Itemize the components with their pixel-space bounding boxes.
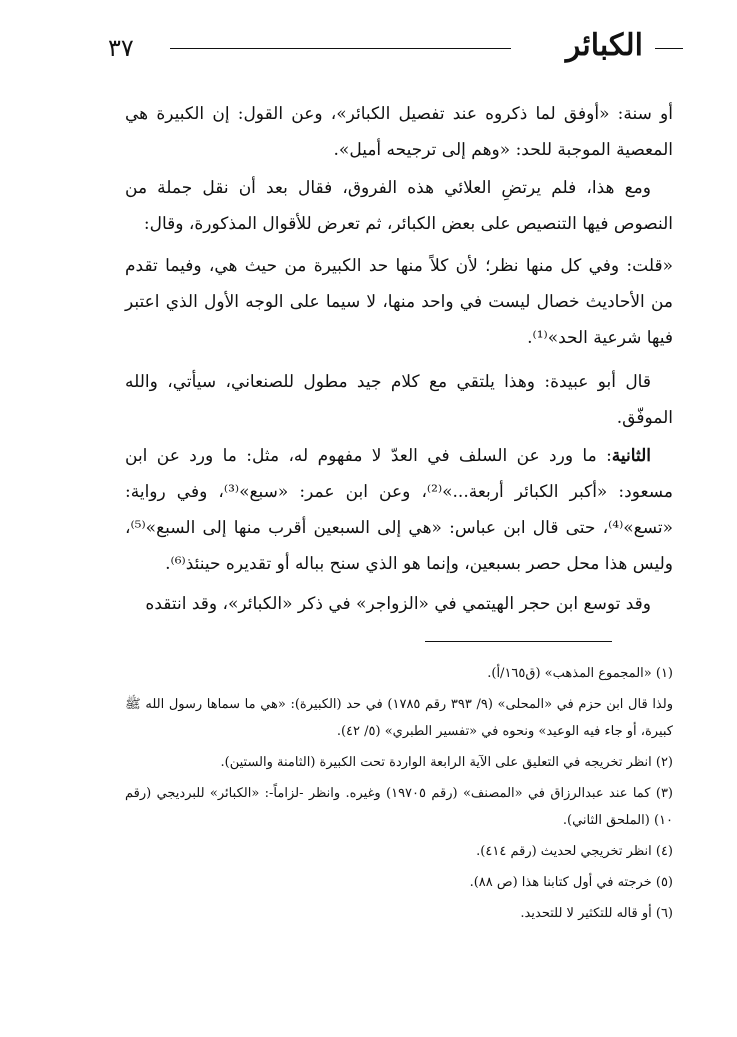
section-label: الثانية <box>611 446 651 466</box>
header-rule <box>170 48 511 49</box>
footnote-3: (٣) كما عند عبدالرزاق في «المصنف» (رقم ١٩٧٠٥) وغيره. وانظر -لزاماً-: «الكبائر» للبرديجي (رقم ١٠) (الملحق الثاني). <box>125 786 673 828</box>
paragraph-6 <box>125 586 673 622</box>
page-header <box>108 28 683 72</box>
footnote-4: (٤) انظر تخريجي لحديث (رقم ٤١٤). <box>476 844 673 859</box>
paragraph-1 <box>125 96 673 168</box>
paragraph-1-text: أو سنة: «أوفق لما ذكروه عند تفصيل الكبائر»، وعن القول: إن الكبيرة هي المعصية الموجبة للحد: «وهم إلى ترجيحه أميل». <box>125 104 673 160</box>
footnote-1-continuation: ولذا قال ابن حزم في «المحلى» (٩/ ٣٩٣ رقم ١٧٨٥) في حد (الكبيرة): «هي ما سماها رسول الله ﷺ كبيرة، أو جاء فيه الوعيد» ونحوه في «تفسير الطبري» (٥/ ٤٢). <box>125 697 673 739</box>
footnote-5: (٥) خرجته في أول كتابنا هذا (ص ٨٨). <box>469 875 673 890</box>
footnote-6: (٦) أو قاله للتكثير لا للتحديد. <box>520 906 673 921</box>
paragraph-2-text: ومع هذا، فلم يرتضِ العلائي هذه الفروق، فقال بعد أن نقل جملة من النصوص فيها التنصيص على بعض الكبائر، ثم تعرض للأقوال المذكورة، وقال: <box>125 178 673 234</box>
paragraph-5-text: : ما ورد عن السلف في العدّ لا مفهوم له، مثل: ما ورد عن ابن مسعود: «أكبر الكبائر أربعة...»⁽²⁾، وعن ابن عمر: «سبع»⁽³⁾، وفي رواية: «تسع»⁽⁴⁾، حتى قال ابن عباس: «هي إلى السبعين أقرب منها إلى السبع»⁽⁵⁾، وليس هذا محل حصر بسبعين، وإنما هو الذي سنح بباله أو تقديره حينئذ⁽⁶⁾. <box>125 446 673 574</box>
page-number: ٣٧ <box>108 34 134 62</box>
footnote-2: (٢) انظر تخريجه في التعليق على الآية الرابعة الواردة تحت الكبيرة (الثامنة والستين). <box>220 755 673 770</box>
footnotes <box>125 660 673 931</box>
footnote-separator <box>425 641 612 642</box>
paragraph-4 <box>125 364 673 436</box>
header-rule-short <box>655 48 683 49</box>
footnote-1: (١) «المجموع المذهب» (ق١٦٥/أ). <box>487 666 673 681</box>
paragraph-5 <box>125 438 673 582</box>
paragraph-4-text: قال أبو عبيدة: وهذا يلتقي مع كلام جيد مطول للصنعاني، سيأتي، والله الموفّق. <box>125 372 673 428</box>
paragraph-6-text: وقد توسع ابن حجر الهيتمي في «الزواجر» في ذكر «الكبائر»، وقد انتقده <box>145 594 651 614</box>
paragraph-3-text: «قلت: وفي كل منها نظر؛ لأن كلاً منها حد الكبيرة من حيث هي، وفيما تقدم من الأحاديث خصال ليست في واحد منها، لا سيما على الوجه الأول الذي اعتبر فيها شرعية الحد»⁽¹⁾. <box>125 256 673 348</box>
running-title: الكبائر <box>565 28 643 63</box>
paragraph-2 <box>125 170 673 242</box>
paragraph-3-quote <box>125 248 673 356</box>
